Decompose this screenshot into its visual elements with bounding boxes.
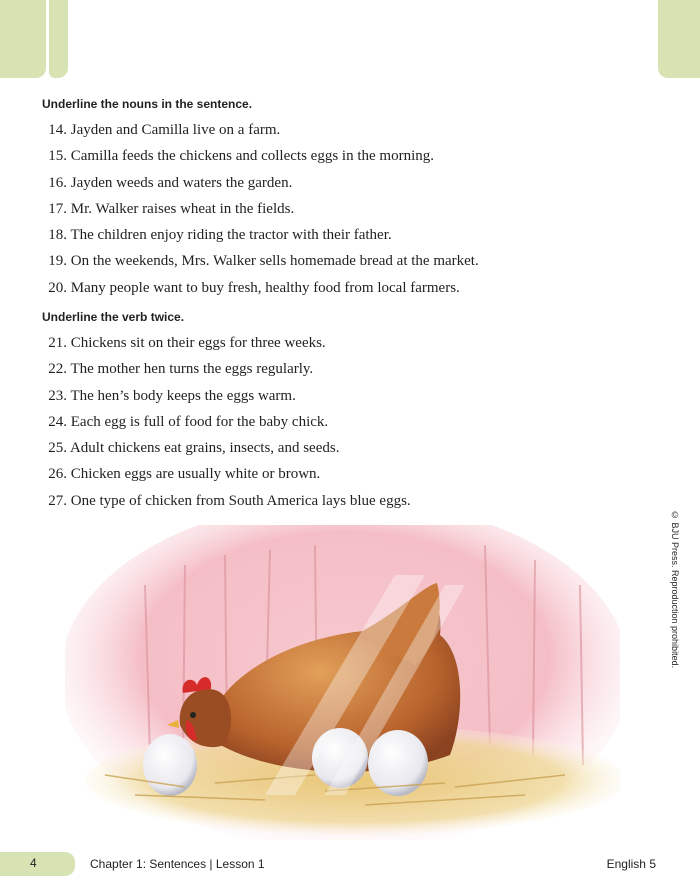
footer-chapter: Chapter 1: Sentences | Lesson 1 [90,857,265,871]
list-item: 25. Adult chickens eat grains, insects, and seeds. [48,440,340,457]
list-item: 16. Jayden weeds and waters the garden. [48,174,293,191]
section2-instruction: Underline the verb twice. [42,310,185,324]
list-item: 27. One type of chicken from South America lays blue eggs. [48,492,411,509]
list-item: 20. Many people want to buy fresh, healthy food from local farmers. [48,279,460,296]
footer-book-title: English 5 [606,857,656,871]
list-item: 14. Jayden and Camilla live on a farm. [48,122,281,138]
hen-eye [190,712,196,718]
egg-left [143,734,197,796]
header-tab-left-inner [49,0,68,78]
list-item: 21. Chickens sit on their eggs for three weeks. [48,335,326,351]
list-item: 26. Chicken eggs are usually white or brown. [48,466,321,483]
hen-illustration [65,525,620,840]
header-tab-right [658,0,700,78]
list-item: 18. The children enjoy riding the tractor with their father. [48,227,392,244]
copyright-notice: © BJU Press. Reproduction prohibited. [670,510,680,669]
nouns-exercise-list [40,117,479,301]
footer-tab [0,852,75,876]
list-item: 15. Camilla feeds the chickens and collects eggs in the morning. [48,148,434,165]
list-item: 24. Each egg is full of food for the baby chick. [48,413,329,430]
verbs-exercise-list [40,330,411,514]
header-tab-left [0,0,46,78]
list-item: 22. The mother hen turns the eggs regularly. [48,361,314,378]
list-item: 19. On the weekends, Mrs. Walker sells homemade bread at the market. [48,253,479,270]
list-item: 17. Mr. Walker raises wheat in the fields. [48,200,295,217]
list-item: 23. The hen’s body keeps the eggs warm. [48,387,296,404]
section1-instruction: Underline the nouns in the sentence. [42,97,253,111]
page-number: 4 [30,856,37,870]
